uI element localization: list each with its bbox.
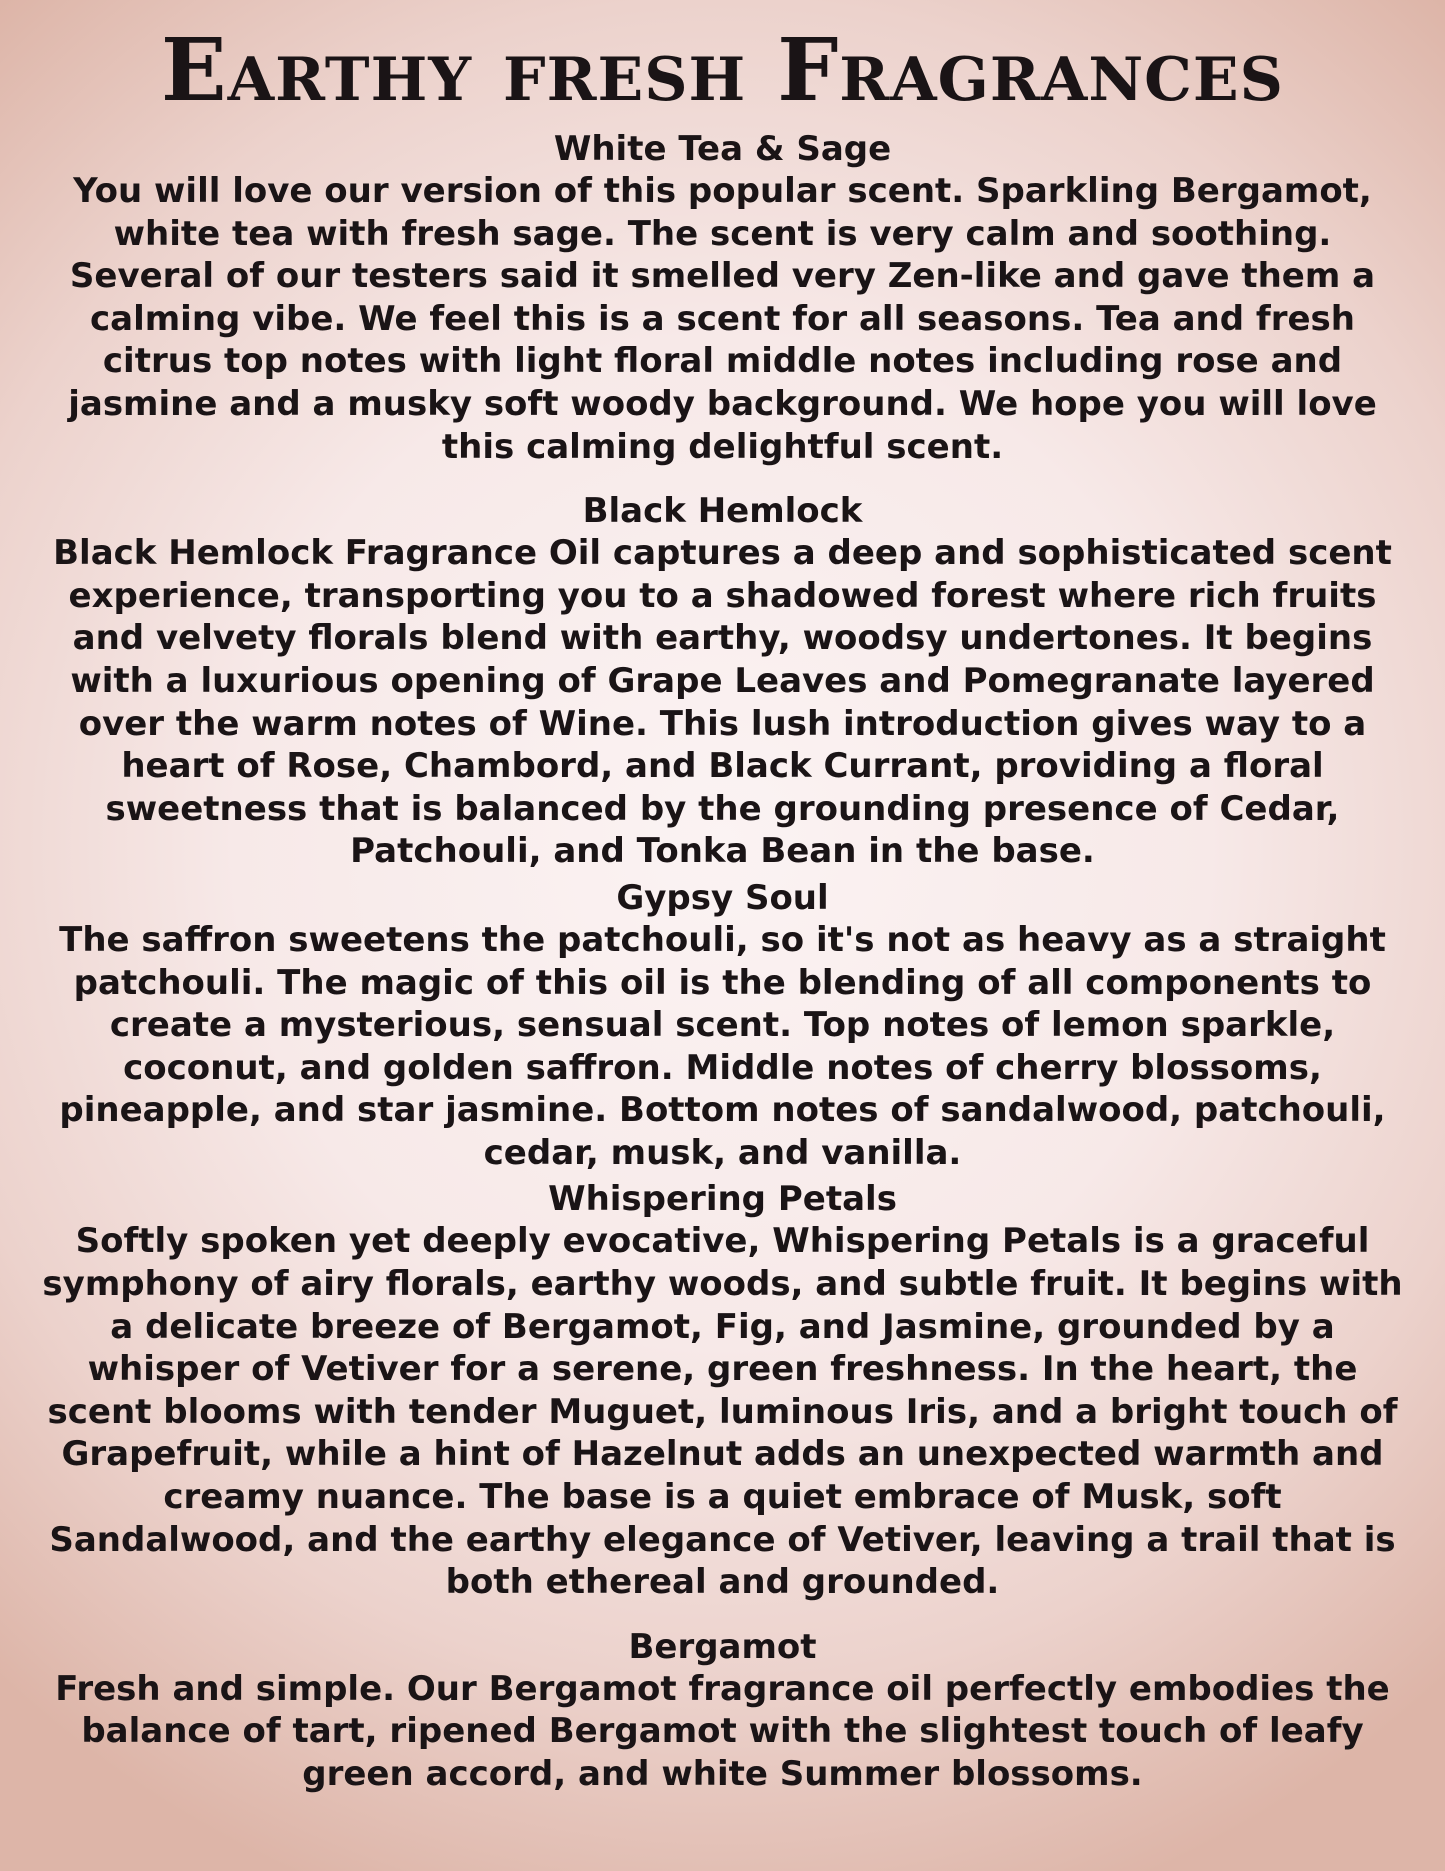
fragrance-description: Black Hemlock Fragrance Oil captures a deep and sophisticated scent experience, transporting you to a shadowed forest where rich fruits and velvety florals blend with earthy, woodsy undertones. It begins with a luxurious opening of Grape Leaves and Pomegranate layered over the warm notes of Wine. This lush introduction gives way to a heart of Rose, Chambord, and Black Currant, providing a floral sweetness that is balanced by the grounding presence of Cedar, Patchouli, and Tonka Bean in the base. bbox=[53, 533, 1392, 872]
fragrance-section-black-hemlock bbox=[40, 490, 1405, 873]
fragrance-description: Softly spoken yet deeply evocative, Whispering Petals is a graceful symphony of airy florals, earthy woods, and subtle fruit. It begins with a delicate breeze of Bergamot, Fig, and Jasmine, grounded by a whisper of Vetiver for a serene, green freshness. In the heart, the scent blooms with tender Muguet, luminous Iris, and a bright touch of Grapefruit, while a hint of Hazelnut adds an unexpected warmth and creamy nuance. The base is a quiet embrace of Musk, soft Sandalwood, and the earthy elegance of Vetiver, leaving a trail that is both ethereal and grounded. bbox=[42, 1221, 1403, 1603]
fragrance-name: Black Hemlock bbox=[582, 491, 863, 532]
fragrance-section-gypsy-soul bbox=[40, 877, 1405, 1175]
fragrance-description: The saffron sweetens the patchouli, so it's not as heavy as a straight patchouli. The magic of this oil is the blending of all components to create a mysterious, sensual scent. Top notes of lemon sparkle, coconut, and golden saffron. Middle notes of cherry blossoms, pineapple, and star jasmine. Bottom notes of sandalwood, patchouli, cedar, musk, and vanilla. bbox=[59, 919, 1386, 1173]
fragrance-description: Fresh and simple. Our Bergamot fragrance oil perfectly embodies the balance of tart, ripened Bergamot with the slightest touch of leafy green accord, and white Summer blossoms. bbox=[55, 1668, 1390, 1794]
fragrance-name: Whispering Petals bbox=[548, 1179, 897, 1220]
page-title: Earthy fresh Fragrances bbox=[161, 20, 1284, 121]
fragrance-name: Bergamot bbox=[628, 1626, 817, 1667]
fragrance-section-whispering-petals bbox=[40, 1178, 1405, 1603]
fragrance-name: Gypsy Soul bbox=[616, 877, 829, 918]
fragrance-name: White Tea & Sage bbox=[553, 129, 892, 169]
fragrance-description: You will love our version of this popular scent. Sparkling Bergamot, white tea with fresh sage. The scent is very calm and soothing. Several of our testers said it smelled very Zen-like and gave them a calming vibe. We feel this is a scent for all seasons. Tea and fresh citrus top notes with light floral middle notes including rose and jasmine and a musky soft woody background. We hope you will love this calming delightful scent. bbox=[68, 171, 1377, 467]
fragrance-section-bergamot bbox=[40, 1626, 1405, 1796]
fragrance-section-white-tea-sage bbox=[40, 128, 1405, 468]
